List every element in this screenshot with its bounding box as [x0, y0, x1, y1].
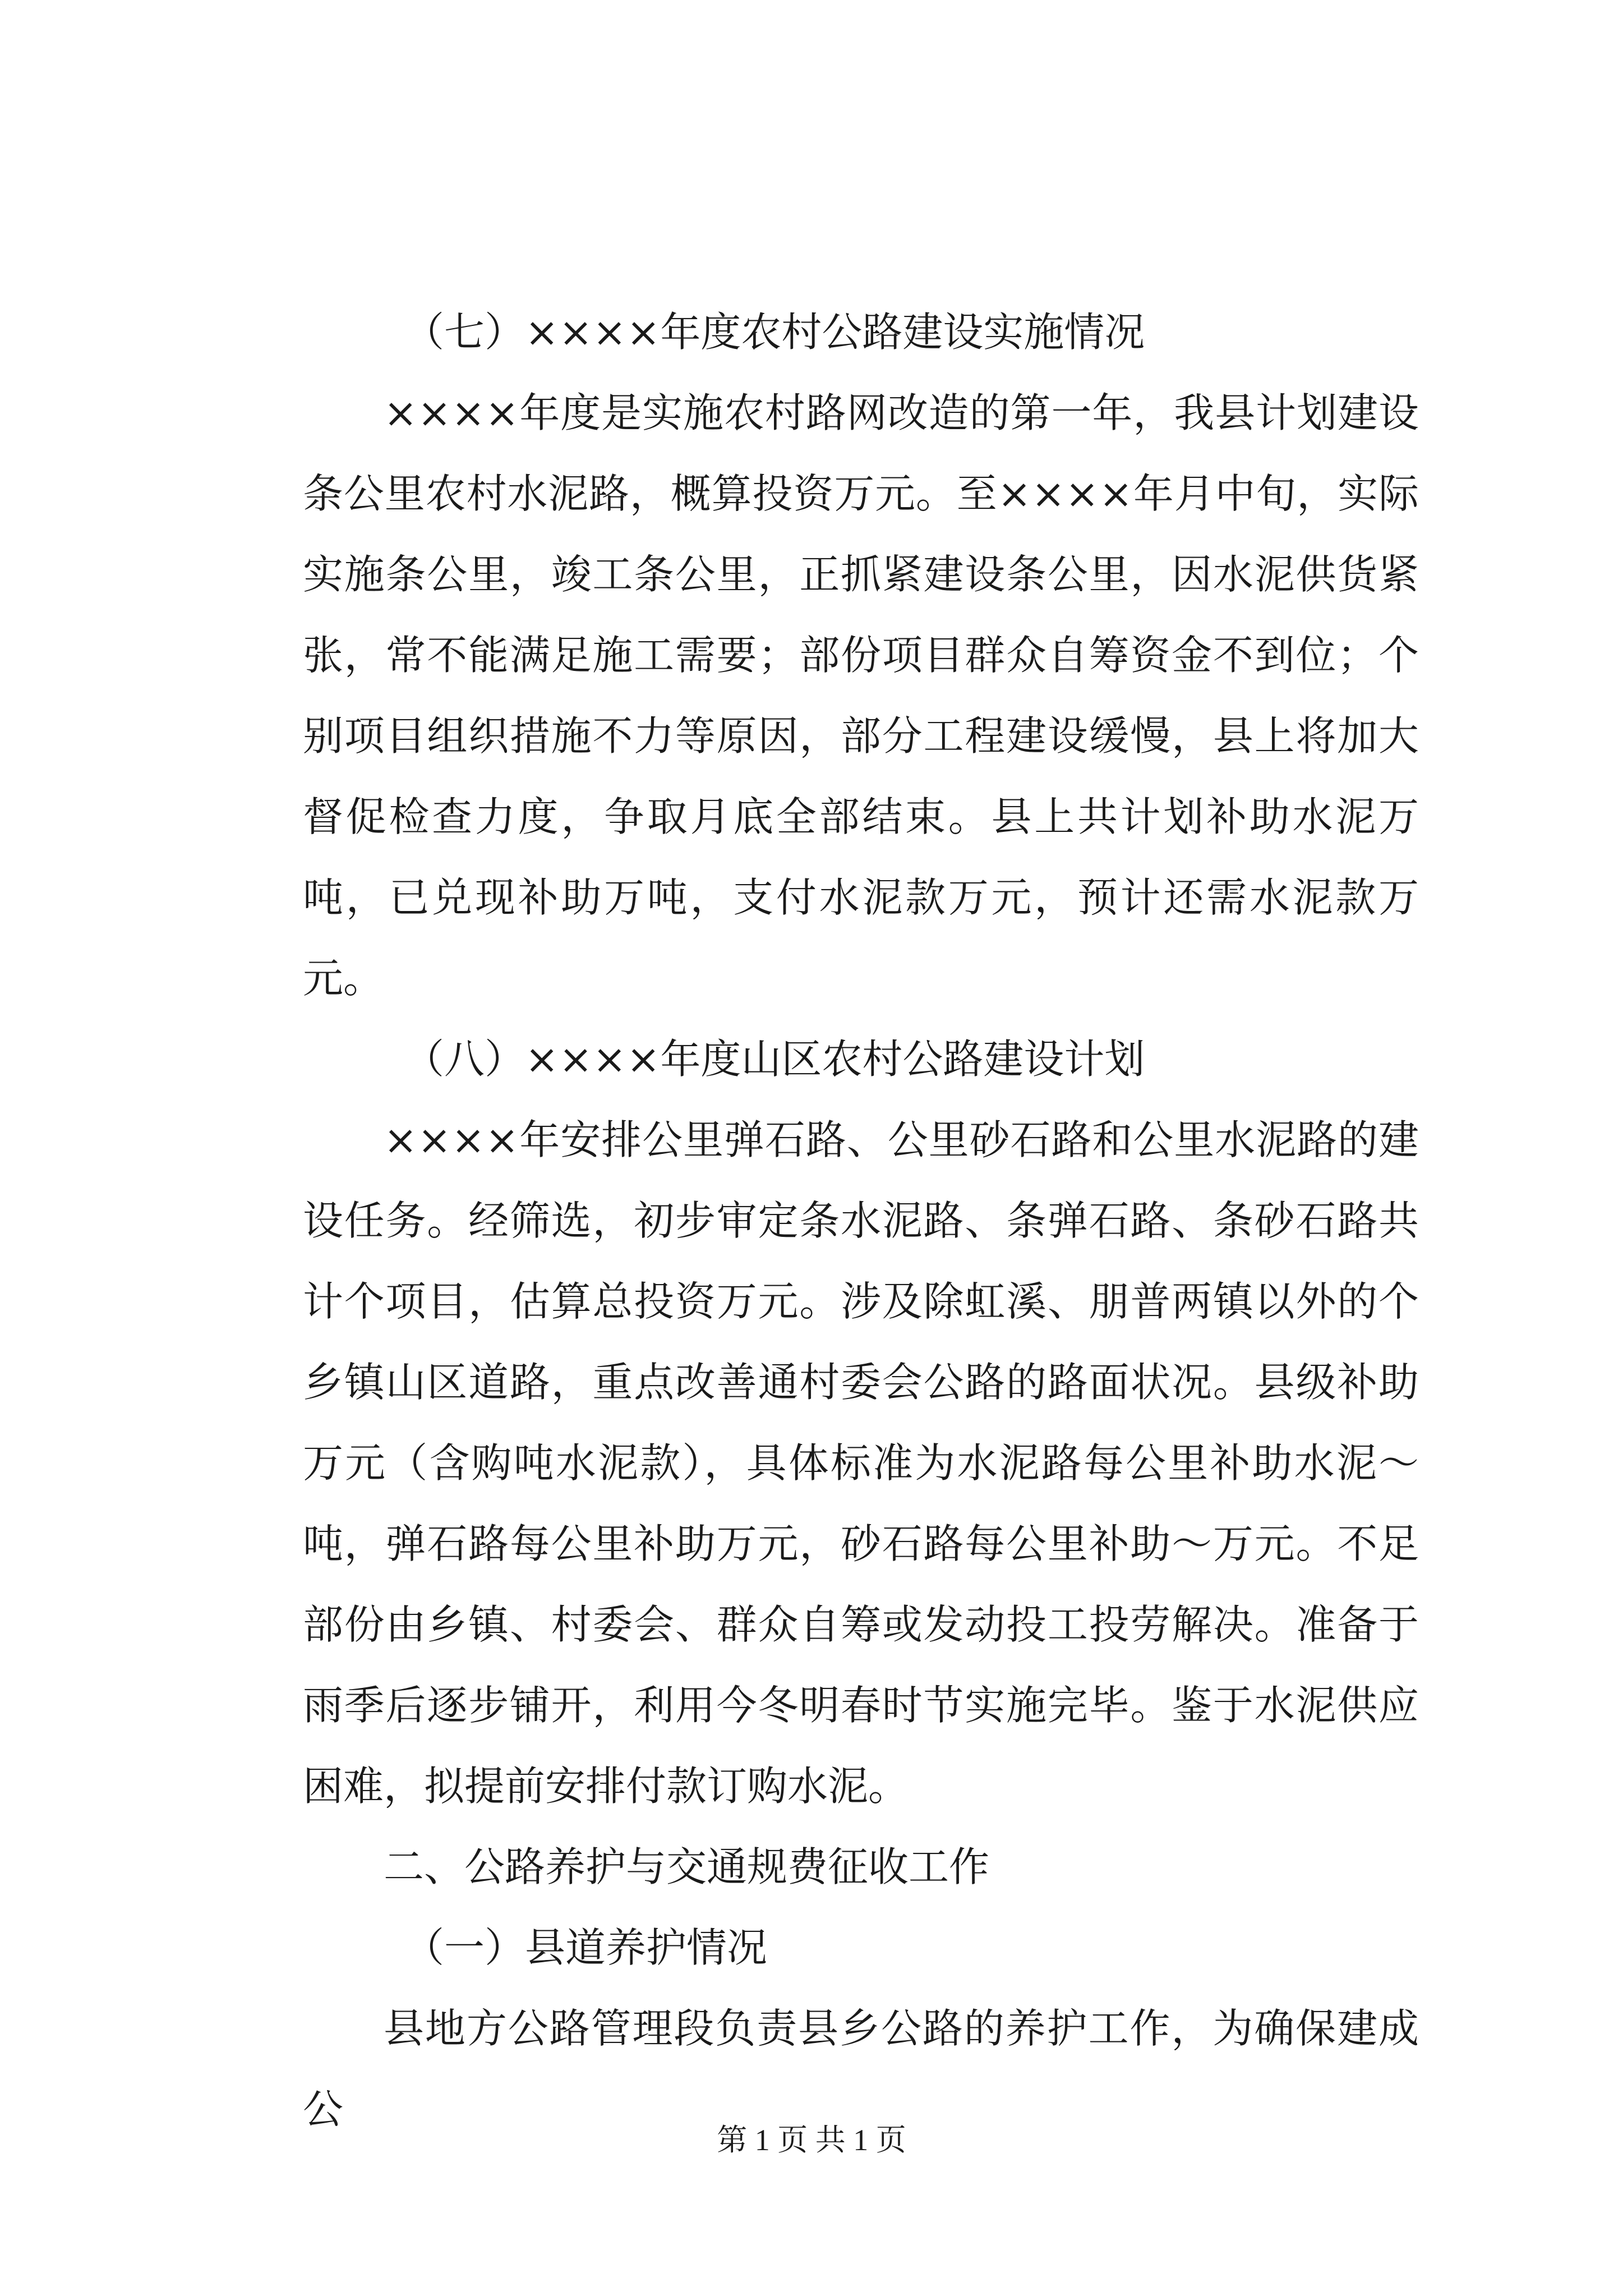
- section-heading-7: （七）××××年度农村公路建设实施情况: [404, 309, 1145, 356]
- section-heading-8: （八）××××年度山区农村公路建设计划: [404, 1036, 1145, 1083]
- section-heading-1: （一）县道养护情况: [404, 1924, 768, 1971]
- paragraph-mountain-road-plan: ××××年安排公里弹石路、公里砂石路和公里水泥路的建设任务。经筛选，初步审定条水泥路、条弹石路、条砂石路共计个项目，估算总投资万元。涉及除虹溪、朋普两镇以外的个乡镇山区道路，重点改善通村委会公路的路面状况。县级补助万元（含购吨水泥款），具体标准为水泥路每公里补助水泥～吨，弹石路每公里补助万元，砂石路每公里补助～万元。不足部份由乡镇、村委会、群众自筹或发动投工投劳解决。准备于雨季后逐步铺开，利用今冬明春时节实施完毕。鉴于水泥供应困难，拟提前安排付款订购水泥。: [303, 1116, 1419, 1810]
- page-footer: 第 1 页 共 1 页: [717, 2123, 906, 2157]
- chapter-heading-2: 二、公路养护与交通规费征收工作: [384, 1843, 990, 1890]
- paragraph-county-road-maintenance: 县地方公路管理段负责县乡公路的养护工作，为确保建成公: [303, 2005, 1419, 2133]
- document-body: [303, 292, 1419, 2150]
- paragraph-2024-implementation: ××××年度是实施农村路网改造的第一年，我县计划建设条公里农村水泥路，概算投资万元。至××××年月中旬，实际实施条公里，竣工条公里，正抓紧建设条公里，因水泥供货紧张，常不能满足施工需要；部份项目群众自筹资金不到位；个别项目组织措施不力等原因，部分工程建设缓慢，县上将加大督促检查力度，争取月底全部结束。县上共计划补助水泥万吨，已兑现补助万吨，支付水泥款万元，预计还需水泥款万元。: [303, 389, 1419, 1002]
